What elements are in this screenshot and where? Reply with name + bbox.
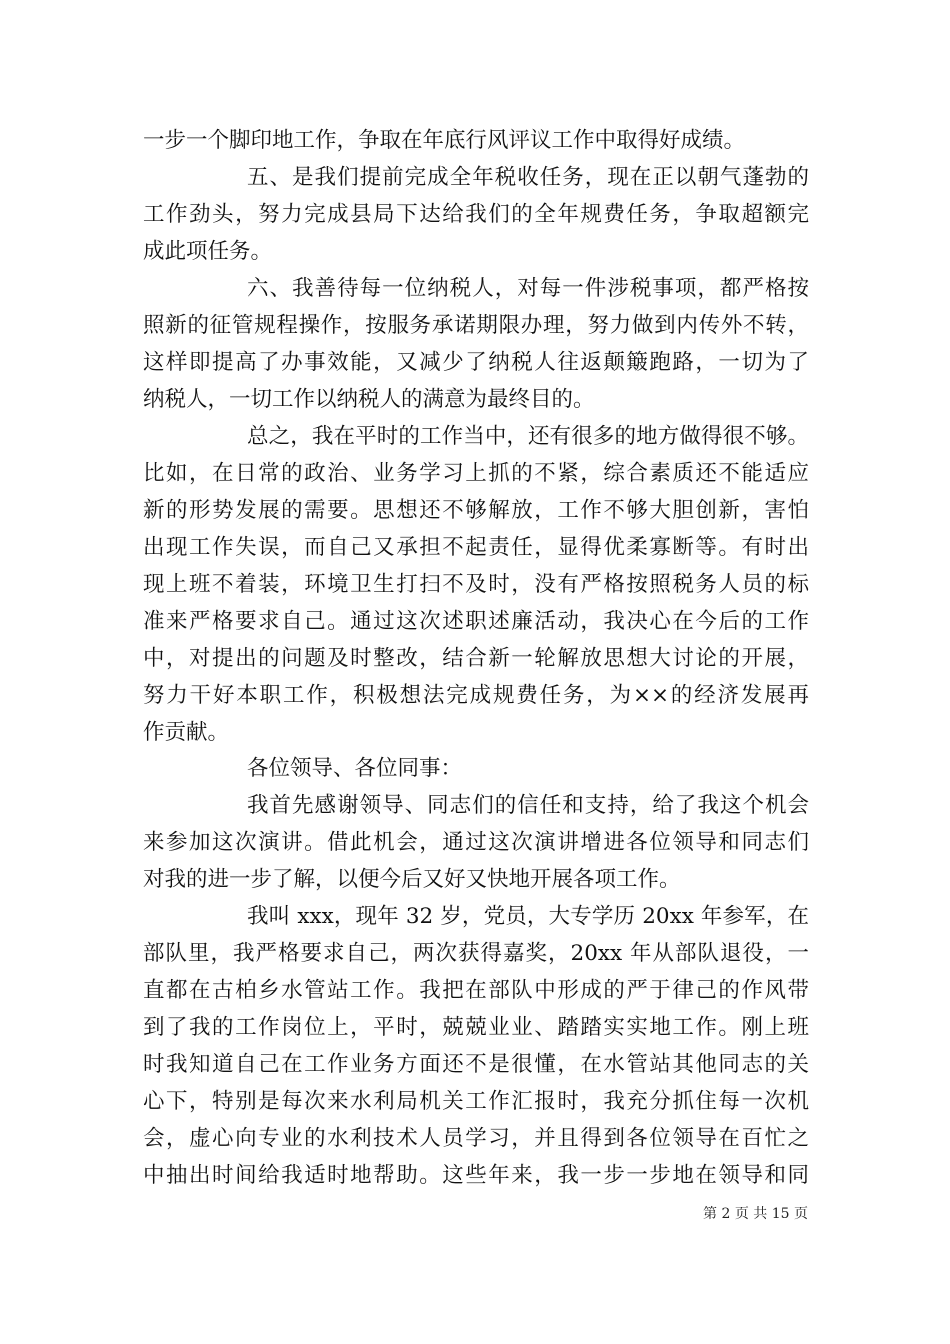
text-line: 来参加这次演讲。借此机会，通过这次演讲增进各位领导和同志们: [143, 830, 809, 856]
text-line: 纳税人，一切工作以纳税人的满意为最终目的。: [143, 386, 595, 412]
text-line: 新的形势发展的需要。思想还不够解放，工作不够大胆创新，害怕: [143, 497, 809, 523]
text-line: 心下，特别是每次来水利局机关工作汇报时，我充分抓住每一次机: [143, 1089, 809, 1115]
text-line: 会，虚心向专业的水利技术人员学习，并且得到各位领导在百忙之: [143, 1126, 809, 1152]
text-line: 出现工作失误，而自己又承担不起责任，显得优柔寡断等。有时出: [143, 534, 809, 560]
text-line: 努力干好本职工作，积极想法完成规费任务，为××的经济发展再: [143, 682, 809, 708]
text-line: 五、是我们提前完成全年税收任务，现在正以朝气蓬勃的: [247, 164, 809, 190]
text-line: 到了我的工作岗位上，平时，兢兢业业、踏踏实实地工作。刚上班: [143, 1015, 809, 1041]
text-line: 直都在古柏乡水管站工作。我把在部队中形成的严于律己的作风带: [143, 978, 809, 1004]
text-line: 作贡献。: [143, 719, 230, 745]
body-text: [143, 123, 809, 1195]
text-line: 比如，在日常的政治、业务学习上抓的不紧，综合素质还不能适应: [143, 460, 809, 486]
text-line: 六、我善待每一位纳税人，对每一件涉税事项，都严格按: [247, 275, 809, 301]
text-line: 我叫 xxx，现年 32 岁，党员，大专学历 20xx 年参军，在: [247, 904, 809, 930]
text-line: 现上班不着装，环境卫生打扫不及时，没有严格按照税务人员的标: [143, 571, 809, 597]
text-line: 各位领导、各位同事：: [247, 756, 463, 782]
text-line: 时我知道自己在工作业务方面还不是很懂，在水管站其他同志的关: [143, 1052, 809, 1078]
text-line: 一步一个脚印地工作，争取在年底行风评议工作中取得好成绩。: [143, 128, 746, 153]
text-line: 照新的征管规程操作，按服务承诺期限办理，努力做到内传外不转，: [143, 312, 809, 338]
text-line: 工作劲头，努力完成县局下达给我们的全年规费任务，争取超额完: [143, 201, 809, 227]
text-line: 准来严格要求自己。通过这次述职述廉活动，我决心在今后的工作: [143, 608, 809, 634]
text-line: 中，对提出的问题及时整改，结合新一轮解放思想大讨论的开展，: [143, 645, 809, 671]
text-line: 对我的进一步了解，以便今后又好又快地开展各项工作。: [143, 867, 681, 893]
text-line: 成此项任务。: [143, 238, 273, 264]
text-line: 部队里，我严格要求自己，两次获得嘉奖，20xx 年从部队退役，一: [143, 941, 809, 967]
text-line: 总之，我在平时的工作当中，还有很多的地方做得很不够。: [247, 423, 809, 449]
text-line: 这样即提高了办事效能，又减少了纳税人往返颠簸跑路，一切为了: [143, 349, 809, 375]
page-footer: 第 2 页 共 15 页: [703, 1206, 808, 1222]
text-line: 中抽出时间给我适时地帮助。这些年来，我一步一步地在领导和同: [143, 1163, 809, 1189]
text-line: 我首先感谢领导、同志们的信任和支持，给了我这个机会: [247, 793, 809, 819]
